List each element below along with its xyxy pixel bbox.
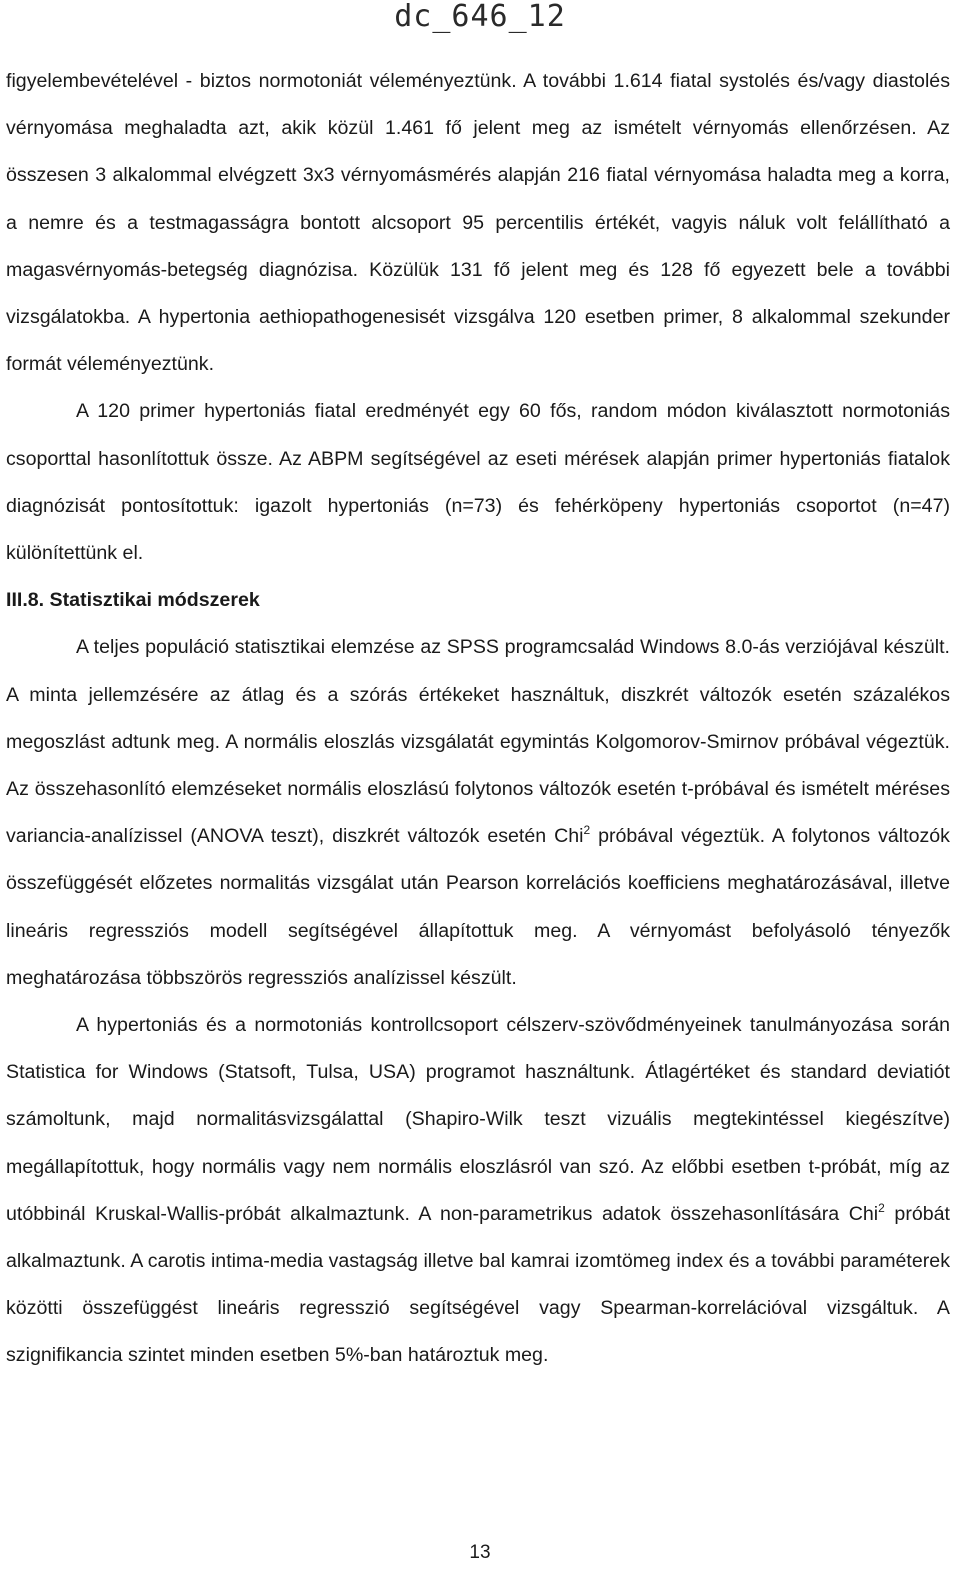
page-number: 13: [469, 1542, 491, 1563]
text-segment: próbával végeztük. A folytonos változók összefüggését előzetes normalitás vizsgálat után Pearson korrelációs koefficiens meghatározásával, illetve lineáris regressziós modell segítségével állapítottuk meg. A vérnyomást befolyásoló tényezők meghatározása többszörös regressziós analízissel készült.: [6, 825, 950, 989]
text-line: és/vagy diastolés vérnyomása meghaladta azt, akik közül 1.461 fő jelent meg az ismételt: [6, 70, 950, 140]
text-line: Közülük 131 fő jelent meg és 128 fő egyezett bele a további vizsgálatokba. A hypertonia: [6, 258, 951, 329]
paragraph-primer-hypertonia: A 120 primer hypertoniás fiatal eredményét egy 60 fős, random módon kiválasztott normotoniás csoporttal hasonlítottuk össze. Az ABPM segítségével az eseti mérések alapján primer hypertoniás fiatalok diagnózisát pontosítottuk: igazolt hypertoniás (n=73) és fehérköpeny hypertoniás csoportot (n=47) különítettünk el.: [6, 400, 950, 565]
text-line: figyelembevételével - biztos normotoniát véleményeztünk. A további 1.614 fiatal systolés: [6, 70, 790, 92]
paragraph-control-group-analysis: [6, 1002, 950, 1380]
document-id-header: dc_646_12: [394, 0, 566, 34]
text-line: 95 percentilis értékét, vagyis náluk volt felállítható a magasvérnyomás-betegség diagnózisa.: [6, 211, 950, 281]
superscript: 2: [878, 1200, 885, 1215]
text-segment: A hypertoniás és a normotoniás kontrollcsoport célszerv-szövődményeinek tanulmányozása során Statistica for Windows (Statsoft, Tulsa, USA) programot használtunk. Átlagértéket és standard deviatiót számoltunk, majd normalitásvizsgálattal (Shapiro-Wilk teszt vizuális megtekintéssel kiegészítve) megállapítottuk, hogy normális vagy nem normális eloszlásról van szó. Az előbbi esetben t-próbát, míg az utóbbinál Kruskal-Wallis-próbát alkalmaztunk. A non-parametrikus adatok összehasonlítására Chi: [6, 1014, 950, 1225]
paragraph-screening-results: [6, 58, 950, 388]
text-segment: próbát alkalmaztunk. A carotis intima-media vastagság illetve bal kamrai izomtömeg index és a további paraméterek közötti összefüggést lineáris regresszió segítségével vagy Spearman-korrelációval vizsgáltuk. A szignifikancia szintet minden esetben 5%-ban határoztuk meg.: [6, 1202, 950, 1367]
text-line: vérnyomás ellenőrzésen. Az összesen 3 alkalommal elvégzett 3x3 vérnyomásmérés alapján: [6, 117, 951, 187]
superscript: 2: [583, 823, 591, 838]
paragraph-statistical-methods: [6, 624, 950, 1002]
text-line: 216 fiatal vérnyomása haladta meg a korra, a nemre és a testmagasságra bontott alcsoport: [6, 164, 950, 234]
section-heading: III.8. Statisztikai módszerek: [6, 589, 260, 612]
text-line: véleményeztünk.: [66, 353, 215, 376]
text-line: aethiopathogenesisét vizsgálva 120 esetben primer, 8 alkalommal szekunder formát: [6, 306, 950, 376]
text-segment: A teljes populáció statisztikai elemzése az SPSS programcsalád Windows 8.0-ás verziójával készült. A minta jellemzésére az átlag és a szórás értékeket használtuk, diszkrét változók esetén százalékos megoszlást adtunk meg. A normális eloszlás vizsgálatát egymintás Kolgomorov-Smirnov próbával végeztük. Az összehasonlító elemzéseket normális eloszlású folytonos változók esetén t-próbával és ismételt méréses variancia-analízissel (ANOVA teszt), diszkrét változók esetén Chi: [6, 636, 950, 848]
document-body: [6, 58, 950, 1380]
